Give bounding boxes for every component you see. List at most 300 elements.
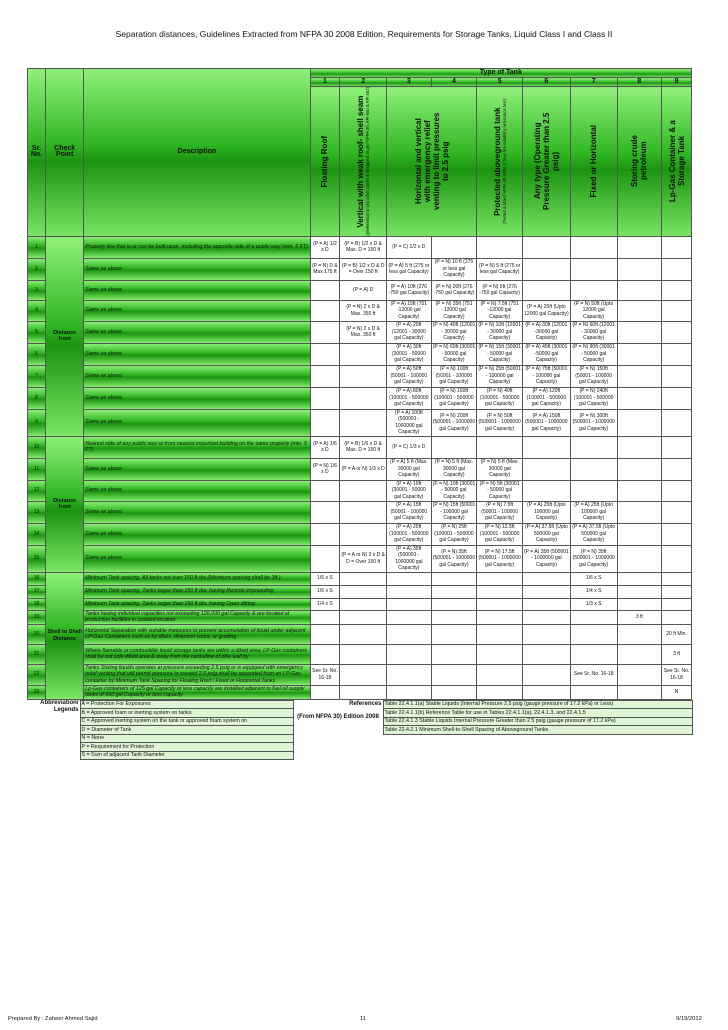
table-row [28,598,692,610]
date: 9/19/2012 [676,1016,702,1022]
row-cell-type-7 [570,236,617,258]
row-cell-type-2: (P = B) 1/2 x D & Max. D = 150 ft [340,236,387,258]
tank-type-4-note: (Tested & listed NFPA 30 2008, 2 hour fire reliability resistance test) [501,98,507,224]
row-cell-type-9 [662,436,692,458]
row-cell-type-1 [310,685,340,699]
row-cell-type-2 [340,523,387,545]
row-description: Minimum Tank spacing, Tanks larger than 150 ft dia, having Remote impounding [84,585,310,598]
row-cell-type-9 [662,480,692,501]
row-cell-type-9 [662,258,692,280]
row-cell-type-5: (P = N) 5 ft (275 or less gal Capacity) [477,258,523,280]
row-cell-type-4: (P = N) 35ft (500001 - 1000000 gal Capacity) [431,545,477,572]
row-description: Same as above [84,501,310,523]
row-cell-type-3: (P = A) 10ft (30001 - 50000 gal Capacity) [387,480,432,501]
row-cell-type-5 [477,624,523,644]
row-description: Tanks Storing liquids operates at pressure exceeding 2.5 psig or is equipped with emergency relief venting that will permit pressure to exceed 2.5 psig shall be separated from an LP-Gas container by Minimum Tank Spacing for Floating Roof / Fixed or Horizontal Tanks [84,664,310,685]
row-cell-type-8 [617,409,662,436]
row-cell-type-2 [340,585,387,598]
row-cell-type-9: N [662,685,692,699]
row-cell-type-8 [617,545,662,572]
tank-type-7 [617,87,662,237]
page-title: Separation distances, Guidelines Extracted from NFPA 30 2008 Edition, Requirements for Storage Tanks, Liquid Class I and Class II [115,29,613,39]
row-sr: 13 [28,501,46,523]
row-cell-type-1 [310,321,340,343]
row-cell-type-2 [340,664,387,685]
tank-type-7-label: Storing crude petroleum [630,135,649,188]
row-description: Same as above [84,480,310,501]
row-cell-type-6: (P = A) 35ft (500001 - 1000000 gal Capacity) [522,545,570,572]
row-cell-type-7: (P = N) 150ft (50001 - 100000 gal Capacity) [570,365,617,387]
legend-item: P = Requirement for Protection [80,743,293,752]
row-cell-type-8 [617,236,662,258]
row-description: Same as above [84,258,310,280]
row-cell-type-8 [617,321,662,343]
reference-item: Table 22.4.1.1(a) Stable Liquids (Internal Pressure 2.5 psig (gauge pressure of 17.2 kPa) or Less) [383,700,692,709]
row-cell-type-7 [570,258,617,280]
row-cell-type-1: 1/4 x S [310,598,340,610]
tank-type-4-wrap [493,99,507,224]
legend-spacer [383,743,692,752]
row-cell-type-3: (P = A) 35ft (500001 - 1000000 gal Capacity) [387,545,432,572]
row-cell-type-4: (P = N) 40ft (12001 - 30000 gal Capacity) [432,322,476,342]
legend-spacer [27,734,80,743]
row-cell-type-4 [431,572,477,585]
row-cell-type-7: 1/3 x S [570,598,617,610]
row-cell-type-1 [310,409,340,436]
row-cell-type-5 [477,598,523,610]
tank-type-2-wrap [356,87,370,236]
row-cell-type-3: (P = A) 15ft (751 -12000 gal Capacity) [387,300,432,321]
row-cell-type-4: (P = N) 160ft (100001 - 500000 gal Capacity) [431,387,477,409]
row-cell-type-5: (P = N) 7.5ft (751 -12000 gal Capacity) [477,300,523,321]
table-row [28,585,692,598]
check-point-distance-1: Distance from [46,236,84,436]
table-row [28,624,692,644]
row-cell-type-8 [617,343,662,365]
row-cell-type-8 [617,458,662,480]
row-sr: 22 [28,664,46,685]
legend-row [27,734,692,743]
row-cell-type-9 [662,409,692,436]
row-cell-type-2 [340,610,387,624]
row-cell-type-2 [340,501,387,523]
legend-item: A = Protection For Exposures [80,700,293,709]
row-cell-type-5: (P = N) 10ft (12001 - 30000 gal Capacity) [478,322,521,342]
row-sr: 2 [28,258,46,280]
row-cell-type-5 [477,664,523,685]
check-point-shell: Shell to Shell Distance [46,572,84,699]
table-row [28,321,692,343]
table-row [28,343,692,365]
row-cell-type-3: (P = A) 100ft (500001 - 1000000 gal Capacity) [387,409,432,436]
row-cell-type-4 [431,436,477,458]
legend-spacer [383,751,692,760]
row-cell-type-4: (P = N) 20ft (276 -750 gal Capacity) [431,280,477,300]
row-cell-type-4 [431,585,477,598]
row-sr: 17 [28,585,46,598]
tank-type-4 [477,87,523,237]
row-cell-type-6 [522,624,570,644]
row-cell-type-6: (P = A) 120ft (100001 - 500000 gal Capacity) [522,387,570,409]
row-cell-type-7: 1/6 x S [570,572,617,585]
row-cell-type-8 [617,365,662,387]
legend-row [27,751,692,760]
row-description: Where flamable or combustible liquid storage tanks are within a diked area, LP-Gas containers shall be out side diked area & away from the centreline of dike wall by [84,644,310,664]
legend-spacer [383,734,692,743]
table-row [28,258,692,280]
row-cell-type-3: (P = A) 10ft (276 -750 gal Capacity) [387,280,432,300]
row-cell-type-1 [310,343,340,365]
row-cell-type-7 [570,610,617,624]
row-cell-type-1: 1/6 x S [310,572,340,585]
tank-number-9: 9 [662,78,692,87]
row-cell-type-7: (P = N) 300ft (500001 - 1000000 gal Capacity) [570,409,617,436]
row-cell-type-3 [387,572,432,585]
row-cell-type-4 [431,644,477,664]
legend-spacer [293,734,383,743]
row-cell-type-2: (P = B) 1/6 x D & Max. D = 150 ft [340,436,387,458]
row-cell-type-7: (P = A) 25ft (Upto 100000 gal Capacity) [570,501,617,523]
row-cell-type-9 [662,545,692,572]
row-description: Tanks having individual capacities not exceeding 126,000 gal Capacity & are located at production facilities in isolated location [84,610,310,624]
row-cell-type-3 [387,624,432,644]
row-cell-type-1: See Sr. No. 16-18 [310,664,340,685]
row-cell-type-9 [662,501,692,523]
row-sr: 1 [28,236,46,258]
table-row [28,458,692,480]
row-cell-type-6 [522,610,570,624]
row-description: Same as above [84,458,310,480]
table-row [28,644,692,664]
tank-type-2-note: (preferential to any other cases & designed as per NFPA 30, API-650 & API 682) [365,87,371,236]
row-cell-type-4 [431,685,477,699]
row-cell-type-7: (P = N) 35ft (500001 - 1000000 gal Capacity) [570,545,617,572]
table-row [28,365,692,387]
row-sr: 16 [28,572,46,585]
row-cell-type-6: (P = A) 25ft (Upto 12000 gal Capacity) [522,300,570,321]
row-cell-type-9 [662,598,692,610]
row-sr: 14 [28,523,46,545]
table-row [28,387,692,409]
row-sr: 6 [28,343,46,365]
tank-number-6: 6 [522,78,570,87]
row-cell-type-9 [662,321,692,343]
row-cell-type-2 [340,387,387,409]
row-description: Horizontal Separation with suitable measures to prevent accumulation of liquid under adjacent LP-Gas Containers such as by dikes, diversion curbs, or grading [84,624,310,644]
row-cell-type-6 [522,280,570,300]
row-cell-type-7: (P = N) 50ft (Upto 12000 gal Capacity) [570,300,617,321]
row-cell-type-9 [662,387,692,409]
row-cell-type-1 [310,610,340,624]
legend-item: C = Approved inerting system on the tank or approved foam system on [80,717,293,726]
row-cell-type-5 [477,572,523,585]
row-cell-type-3 [387,585,432,598]
prepared-by: Prepared By : Zaheer Ahmed Sajid [8,1016,98,1022]
row-sr: 4 [28,300,46,321]
legend-spacer [293,751,383,760]
row-cell-type-6: (P = A) 150ft (500001 - 1000000 gal Capacity) [522,409,570,436]
legend-spacer [27,751,80,760]
row-cell-type-4 [431,610,477,624]
legend-row [27,700,692,709]
row-cell-type-3 [387,664,432,685]
row-description: Same as above [84,321,310,343]
row-cell-type-2 [340,685,387,699]
row-cell-type-9: 3 ft [662,644,692,664]
row-cell-type-4: (P = N) 200ft (500001 - 1000000 gal Capacity) [431,409,477,436]
row-sr: 3 [28,280,46,300]
row-description: Nearest side of any public way or from nearest important building on the same property (min. 5 FT) [84,436,310,458]
legend-row [27,709,692,718]
legend-spacer [293,726,383,735]
row-cell-type-7: (P = N) 90ft (30001 - 50000 gal Capacity) [570,343,617,365]
row-cell-type-4 [431,236,477,258]
row-cell-type-7 [570,436,617,458]
row-cell-type-8 [617,572,662,585]
tank-type-3 [387,87,477,237]
row-cell-type-5: (P = N) 50ft (500001 - 1000000 gal Capacity) [477,409,523,436]
legend-item: B = Approved foam or inerting system on tanks [80,709,293,718]
row-cell-type-9 [662,300,692,321]
row-description: Same as above [84,280,310,300]
row-cell-type-2 [340,572,387,585]
row-cell-type-6 [522,644,570,664]
row-cell-type-5 [477,644,523,664]
row-description: Same as above [84,409,310,436]
row-sr: 19 [28,610,46,624]
tank-type-5 [522,87,570,237]
row-cell-type-1 [310,644,340,664]
tank-type-8-label: Lp-Gas Container & a Storage Tank [667,120,686,203]
row-cell-type-3: (P = A) 5 ft (275 or less gal Capacity) [387,258,432,280]
row-cell-type-5: (P = N) 5 ft (Max. 30000 gal Capacity) [477,458,523,480]
row-sr: 7 [28,365,46,387]
table-row [28,523,692,545]
row-cell-type-2: (P = A or N) 2 x D & D = Over 150 ft [340,545,387,572]
legend-label: Abbreviation/ Legends [40,700,79,713]
row-cell-type-6 [522,436,570,458]
row-cell-type-8 [617,258,662,280]
row-cell-type-8 [617,685,662,699]
description-header: Description [84,69,310,237]
row-cell-type-5: (P = N) 17.5ft (500001 - 1000000 gal Capacity) [477,545,523,572]
row-sr: 8 [28,387,46,409]
legend-spacer [27,717,80,726]
row-cell-type-8 [617,436,662,458]
row-cell-type-7 [570,458,617,480]
row-description: Property line that is or can be built upon, including the opposite side of a public way (min. 5 FT) [84,236,310,258]
tank-type-6 [570,87,617,237]
row-cell-type-6 [522,664,570,685]
row-cell-type-6: (P = A) 45ft (30001 -50000 gal Capacity) [522,343,570,365]
row-cell-type-9 [662,572,692,585]
row-cell-type-1 [310,480,340,501]
row-cell-type-8: 3 ft [617,610,662,624]
row-description: Minimum Tank spacing, Tanks larger than 150 ft dia, having Open ditting [84,598,310,610]
row-cell-type-3: (P = A) 30ft (30001 - 50000 gal Capacity) [387,343,432,365]
row-cell-type-3 [387,685,432,699]
row-sr: 21 [28,644,46,664]
legend-spacer [293,743,383,752]
legend [27,700,693,761]
row-cell-type-7 [570,280,617,300]
reference-item: Table 22.4.1.1(b) Reference Table for use in Tables 22.4.1.1(a), 22.4.1.3, and 22.4.1.5 [383,709,692,718]
row-cell-type-3 [387,598,432,610]
row-cell-type-6: (P = A) 37.5ft (Upto 500000 gal Capacity) [522,523,570,545]
table-row [28,436,692,458]
row-cell-type-5 [477,585,523,598]
row-cell-type-1: 1/6 x S [310,585,340,598]
tank-number-7: 7 [570,78,617,87]
tank-number-3: 3 [387,78,432,87]
table-row [28,572,692,585]
row-cell-type-2: (P = N) 2 x D & Max. 350 ft [340,300,387,321]
row-cell-type-1: (P = N) D & Max 175 ft [310,258,340,280]
row-cell-type-5: (P = N) 25ft (50001 - 100000 gal Capacity) [478,366,521,386]
row-cell-type-2 [340,598,387,610]
row-cell-type-1 [310,300,340,321]
row-sr: 9 [28,409,46,436]
row-cell-type-2: (P = A) D [340,280,387,300]
row-cell-type-1 [310,387,340,409]
row-cell-type-7: 1/4 x S [570,585,617,598]
row-cell-type-9 [662,343,692,365]
row-cell-type-6 [522,258,570,280]
row-cell-type-3: (P = A) 25ft (100001 - 500000 gal Capacity) [387,523,432,545]
row-cell-type-4 [431,664,477,685]
row-cell-type-6 [522,572,570,585]
tank-type-8 [662,87,692,237]
check-point-header: Check Point [46,69,84,237]
row-sr: 11 [28,458,46,480]
row-cell-type-4: (P = N) 35ft (751 -12000 gal Capacity) [431,300,477,321]
row-description: Same as above [84,387,310,409]
row-cell-type-7: (P = A) 37.5ft (Upto 500000 gal Capacity) [572,524,616,544]
row-cell-type-4: (P = N) 25ft (100001 - 500000 gal Capacity) [431,523,477,545]
tank-number-1: 1 [310,78,340,87]
row-cell-type-2 [340,365,387,387]
row-cell-type-8 [617,664,662,685]
row-cell-type-2 [340,644,387,664]
row-cell-type-8 [617,480,662,501]
row-cell-type-2: (P = B) 1/2 x D & D = Over 150 ft [340,258,387,280]
row-cell-type-8 [617,598,662,610]
row-cell-type-8 [617,523,662,545]
row-cell-type-6 [522,236,570,258]
tank-number-5: 5 [477,78,523,87]
tank-type-4-label: Protected aboveground tank [492,107,502,216]
tank-type-5-label: Any type (Operating Pressure Greater than 2.5 psig) [532,112,560,211]
row-cell-type-4: (P = N) 10ft (30001 - 50000 gal Capacity) [432,480,476,500]
row-cell-type-9: 20 ft Min. [662,624,692,644]
page-number: 11 [360,1016,367,1022]
row-description: Same as above [84,523,310,545]
row-cell-type-6: (P = A) 30ft (12001 -30000 gal Capacity) [522,321,570,343]
table-row [28,685,692,699]
row-cell-type-1: (P = A) 1/6 x D [310,436,340,458]
table-body [28,236,692,699]
row-cell-type-1: (P = A) 1/2 x D [310,236,340,258]
tank-number-8: 8 [617,78,662,87]
row-cell-type-1 [310,545,340,572]
row-cell-type-5: (P = N) 12.5ft (100001 - 500000 gal Capacity) [477,523,523,545]
row-cell-type-3: (P = A) 50ft (50001 - 100000 gal Capacity) [387,365,432,387]
row-cell-type-2: (P = N) 2 x D & Max. 350 ft [340,321,387,343]
tank-type-2-label: Vertical with weak roof- shell seam [356,95,366,228]
row-cell-type-2 [340,409,387,436]
row-cell-type-4: (P = N) 100ft (50001 - 100000 gal Capacity) [431,365,477,387]
row-description: Same as above [84,365,310,387]
row-cell-type-7: (P = N) 240ft (100001 - 500000 gal Capacity) [570,387,617,409]
tank-number-2: 2 [340,78,387,87]
row-cell-type-5: (P = N) 5ft (276 -750 gal Capacity) [477,280,523,300]
table-row [28,545,692,572]
legend-row [27,743,692,752]
row-cell-type-8 [617,501,662,523]
row-cell-type-9 [662,523,692,545]
table-row [28,236,692,258]
row-description: Same as above [84,545,310,572]
row-cell-type-8 [617,387,662,409]
row-cell-type-9 [662,458,692,480]
legend-item: N = None [80,734,293,743]
row-cell-type-8 [617,585,662,598]
row-cell-type-6 [522,458,570,480]
row-cell-type-4: (P = N) 15ft (50001 - 100000 gal Capacity) [432,502,476,522]
table-row [28,409,692,436]
table-row [28,480,692,501]
row-cell-type-3: (P = A) 80ft (100001 - 500000 gal Capacity) [387,387,432,409]
row-description: Same as above [84,300,310,321]
row-cell-type-6: (P = A) 75ft (50001 - 100000 gal Capacity) [522,365,570,387]
row-cell-type-9: See Sr. No. 16-18 [662,664,692,685]
row-cell-type-8 [617,280,662,300]
row-sr: 15 [28,545,46,572]
legend-item: S = Sum of adjacent Tank Diameter [80,751,293,760]
row-cell-type-3 [387,644,432,664]
row-cell-type-1 [310,501,340,523]
row-cell-type-6 [522,480,570,501]
row-sr: 10 [28,436,46,458]
row-cell-type-2: (P = A or N) 1/3 x D [340,458,387,480]
table-row [28,300,692,321]
row-cell-type-9 [662,585,692,598]
row-cell-type-1 [310,280,340,300]
row-cell-type-5 [477,236,523,258]
tank-type-2 [340,87,387,237]
row-cell-type-3: (P = A) 15ft (50001 - 100000 gal Capacity) [387,501,432,523]
row-cell-type-4 [431,598,477,610]
sr-no-header: Sr. No. [28,69,46,237]
tank-type-1-label: Floating Roof [320,135,330,188]
row-cell-type-5 [477,685,523,699]
row-cell-type-1 [310,624,340,644]
row-cell-type-6 [522,585,570,598]
row-cell-type-7 [570,644,617,664]
row-cell-type-4 [431,624,477,644]
row-sr: 23 [28,685,46,699]
row-cell-type-5 [477,610,523,624]
legend-spacer [27,743,80,752]
row-cell-type-6 [522,598,570,610]
row-cell-type-1 [310,523,340,545]
row-cell-type-2 [340,480,387,501]
row-cell-type-3 [387,610,432,624]
row-cell-type-9 [662,365,692,387]
reference-item: Table 22.4.2.1 Minimum Shell-to-Shell Spacing of Aboveground Tanks [383,726,692,735]
tank-type-3-label: Horizontal and vertical with emergency relief venting to limit pressures to 2.5 psig [413,112,450,211]
row-description: Lp-Gas containers of 125 gal Capacity or less capacity are installed adjacent to fuel oil supply tanks of 660 gal Capacity or less capacity [84,685,310,699]
